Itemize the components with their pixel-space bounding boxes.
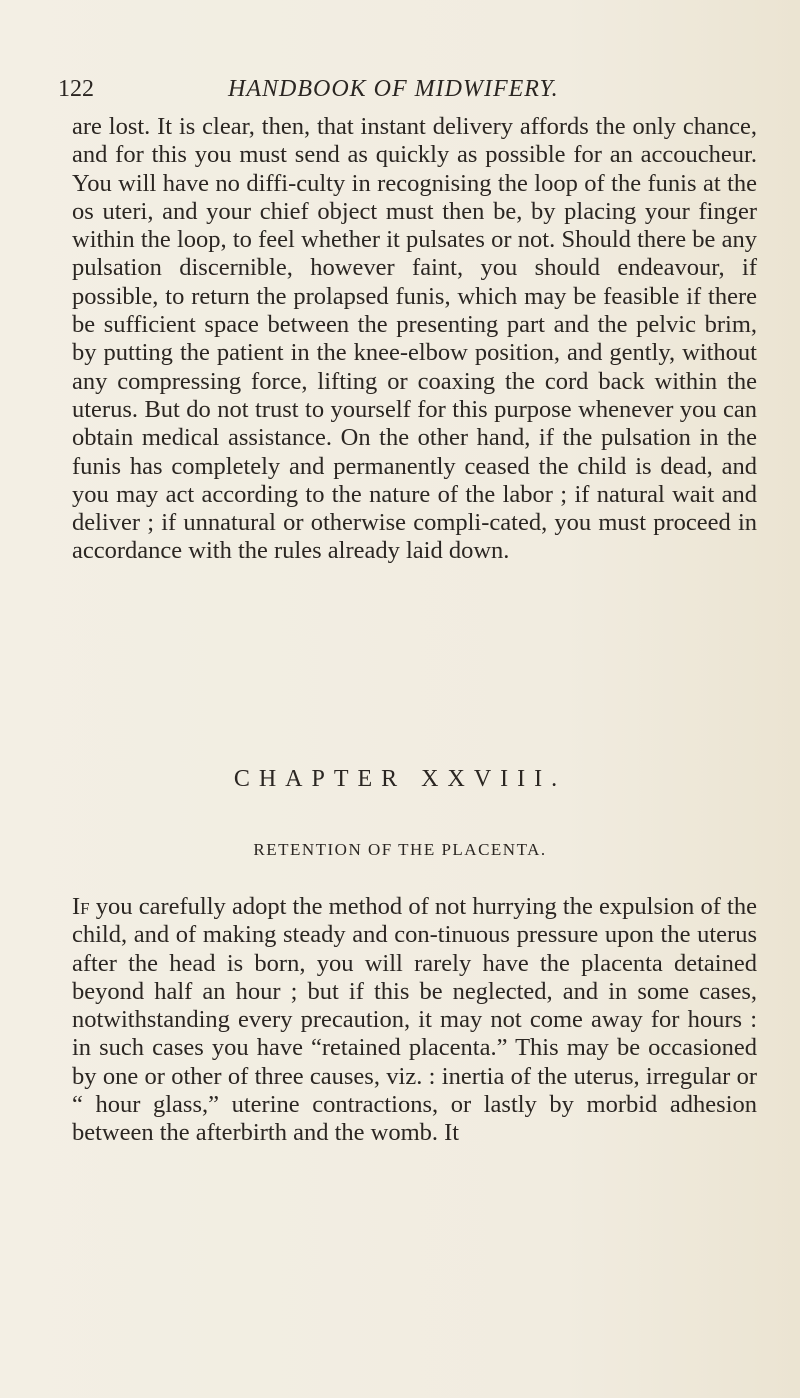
- initial-word: If: [72, 893, 90, 920]
- page-number: 122: [58, 76, 94, 102]
- page-header: [58, 76, 758, 108]
- chapter-opening-paragraph: [72, 893, 757, 1148]
- paragraph-text: you carefully adopt the method of not hurrying the expulsion of the child, and of making steady and con-tinuous pressure upon the uterus after the head is born, you will rarely have the placenta detained beyond half an hour ; but if this be neglected, and in some cases, notwithstanding every precaution, it may not come away for hours : in such cases you have “retained placenta.” This may be occasioned by one or other of three causes, viz. : inertia of the uterus, irregular or “ hour glass,” uterine contractions, or lastly by morbid adhesion between the afterbirth and the womb. It: [72, 893, 757, 1147]
- running-head: HANDBOOK OF MIDWIFERY.: [228, 76, 559, 102]
- body-paragraph: are lost. It is clear, then, that instant delivery affords the only chance, and for this you must send as quickly as possible for an accoucheur. You will have no diffi-culty in recognising the loop of the funis at the os uteri, and your chief object must then be, by placing your finger within the loop, to feel whether it pulsates or not. Should there be any pulsation discernible, however faint, you should endeavour, if possible, to return the prolapsed funis, which may be feasible if there be sufficient space between the presenting part and the pelvic brim, by putting the patient in the knee-elbow position, and gently, without any compressing force, lifting or coaxing the cord back within the uterus. But do not trust to yourself for this purpose whenever you can obtain medical assistance. On the other hand, if the pulsation in the funis has completely and permanently ceased the child is dead, and you may act according to the nature of the labor ; if natural wait and deliver ; if unnatural or otherwise compli-cated, you must proceed in accordance with the rules already laid down.: [72, 113, 757, 565]
- chapter-subtitle: RETENTION OF THE PLACENTA.: [253, 840, 547, 859]
- chapter-heading: CHAPTER XXVIII.: [233, 766, 567, 792]
